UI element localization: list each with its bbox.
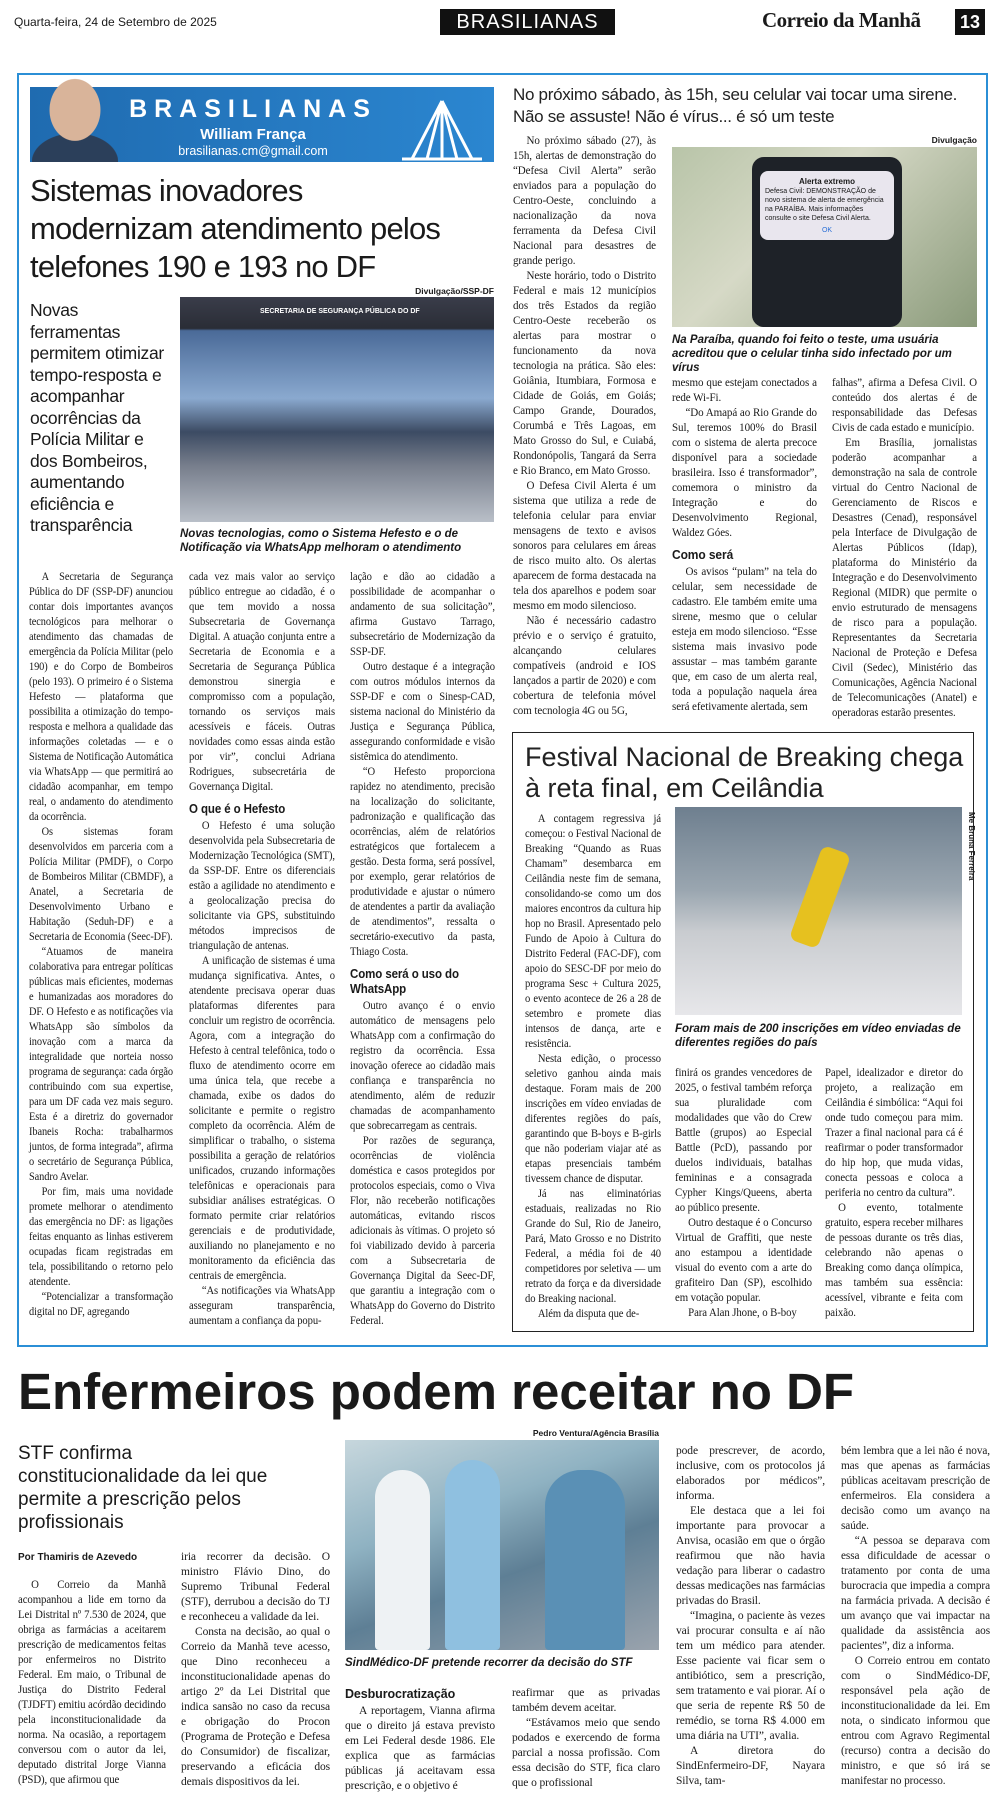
paragraph: Consta na decisão, ao qual o Correio da Manhã teve acesso, que Dino reconheceu a inconstitucionalidade apenas do artigo 2º da Lei Distrital que indica sansão no caso da recusa e obrigação do Procon (Programa de Proteção e Defesa do Consumidor) de fiscalizar, preservando a eficácia dos demais dispositivos da lei. <box>181 1626 330 1788</box>
paragraph: pode prescrever, de acordo, inclusive, com os protocolos já elaborados por médicos”, informa. <box>676 1445 825 1502</box>
paragraph: “Do Amapá ao Rio Grande do Sul, teremos 100% do Brasil com o sistema de alerta precoce disponível para a sociedade brasileira. Isso é transformador”, comemora o ministro da Integração e do Desenvolvimento Regional, Waldez Góes. <box>672 407 817 539</box>
paragraph: Papel, idealizador e diretor do projeto, a realização em Ceilândia é simbólica: “Aqui foi onde tudo começou para mim. Trazer a final nacional para cá é reafirmar o poder transformador do hip hop, que muda vidas, conecta pessoas e coloca a periferia no centro da cultura”. <box>825 1067 963 1199</box>
paragraph: iria recorrer da decisão. O ministro Flávio Dino, do Supremo Tribunal Federal (STF), derrubou a decisão do TJ e reconheceu a validade da lei. <box>181 1551 330 1623</box>
paragraph: A diretora do SindEnfermeiro-DF, Nayara Silva, tam- <box>676 1745 825 1787</box>
main-col-2 <box>189 570 335 1342</box>
paragraph: O Defesa Civil Alerta é um sistema que utiliza a rede de telefonia celular para enviar mensagens de texto e avisos sonoros para celulares em áreas de risco muito alto. Os alertas aparecem de forma destacada na tela dos aparelhos e podem soar mesmo em modo silencioso. <box>513 480 656 612</box>
paragraph: A reportagem, Vianna afirma que o direito já estava previsto em Lei Federal desde 1986. Ele explica que as farmácias públicas já aceitavam essa prescrição, e o objetivo é <box>345 1705 495 1792</box>
alert-title: Alerta extremo <box>798 177 856 186</box>
byline: Por Thamiris de Azevedo <box>18 1552 138 1563</box>
paragraph: reafirmar que as privadas também devem aceitar. <box>512 1687 660 1714</box>
main-col-1 <box>29 570 173 1342</box>
author-photo <box>32 78 118 162</box>
phone-alert-photo <box>672 147 977 327</box>
festival-col-3 <box>825 1066 963 1326</box>
paragraph: O evento, totalmente gratuito, espera receber milhares de pessoas durante os três dias, celebrando não apenas o Breaking como dança olímpica, mas também sua essência: acessível, vibrante e feita com paixão. <box>825 1202 963 1319</box>
alert-col-1 <box>513 134 656 722</box>
paragraph: O Correio entrou em contato com o SindMédico-DF, responsável pela ação de inconstitucionalidade da lei. Em nota, o sindicato informou que entrou com Agravo Regimental (recurso) contra a decisão do ministro, e que só irá se manifestar no processo. <box>841 1655 990 1787</box>
column-banner <box>30 87 494 162</box>
paragraph: A unificação de sistemas é uma mudança significativa. Antes, o atendente precisava operar duas plataformas diferentes para concluir um registro de ocorrência. Agora, com a integração do Hefesto à central telefônica, todo o fluxo de atendimento ocorre em uma única tela, que recebe a chamada, exibe os dados do solicitante e permite o registro completo da ocorrência. Além de simplificar o trabalho, o sistema possibilita a geração de relatórios unificados, cruzando informações telefônicas e operacionais para subsidiar análises estratégicas. O formato permite criar relatórios gerenciais e de produtividade, auxiliando no planejamento e no monitoramento da eficiência das centrais de emergência. <box>189 955 335 1282</box>
paragraph: Não é necessário cadastro prévio e o serviço é gratuito, alcançando celulares compatíveis (android e IOS lançados a partir de 2020) e com cobertura de telefonia móvel com tecnologia 4G ou 5G, <box>513 615 656 717</box>
paragraph: Ele destaca que a lei foi importante para provocar a Anvisa, ocasião em que o órgão reafirmou que não havia vedação para liberar o cadastro dessas medicações nas farmácias privadas do Brasil. <box>676 1505 825 1607</box>
main-photo-caption: Novas tecnologias, como o Sistema Hefesto e o de Notificação via WhatsApp melhoram o atendimento <box>180 528 462 554</box>
alert-text: Defesa Civil: DEMONSTRAÇÃO de novo sistema de alerta de emergência na PARAÍBA. Mais informações consulte o site Defesa Civil Alerta. <box>765 188 884 222</box>
paragraph: Os avisos “pulam” na tela do celular, sem necessidade de cadastro. Ele também emite uma sirene, mesmo que o celular esteja em modo silencioso. “Esse sistema mais invasivo pode assustar – mas também garante que, em caso de um alerta real, toda a população naquela área será efetivamente alertada, sem <box>672 566 817 713</box>
issue-date: Quarta-feira, 24 de Setembro de 2025 <box>14 15 217 29</box>
breaking-photo <box>675 807 962 1015</box>
section-label: BRASILIANAS <box>440 9 615 35</box>
paragraph: finirá os grandes vencedores de 2025, o festival também reforça sua pluralidade com modalidades que vão do Crew Battle (grupos) ao Especial Battle (PcD), passando por duelos individuais, batalhas femininas e a consagrada Cypher Kings/Queens, aberta ao público presente. <box>675 1067 812 1214</box>
photo-credit: Divulgação/SSP-DF <box>415 286 494 296</box>
nurses-photo-caption: SindMédico-DF pretende recorrer da decisão do STF <box>345 1657 633 1669</box>
nurses-col-2 <box>181 1550 330 1794</box>
banner-title: BRASILIANAS <box>129 95 377 123</box>
nurses-col-4 <box>512 1686 660 1794</box>
page-number: 13 <box>955 9 985 35</box>
nurse-figure <box>545 1470 625 1650</box>
paragraph: Outro destaque é a integração com outros módulos internos da SSP-DF e com o Sinesp-CAD, sistema nacional do Ministério da Justiça e Segurança Pública, assegurando conformidade e visão sistêmica do atendimento. <box>350 661 495 763</box>
nurse-figure <box>445 1460 500 1650</box>
paragraph: Os sistemas foram desenvolvidos em parceria com a Polícia Militar (PMDF), o Corpo de Bombeiros Militar (CBMDF), a Anatel, a Secretaria de Desenvolvimento Urbano e Habitação (Seduh-DF) e a Secretaria de Economia (Seec-DF). <box>29 826 173 943</box>
nurses-photo-credit: Pedro Ventura/Agência Brasília <box>532 1428 659 1438</box>
nurses-col-6 <box>841 1444 990 1794</box>
alert-col-3 <box>832 376 977 722</box>
paragraph: Em Brasília, jornalistas poderão acompanhar a demonstração na sala de controle virtual do Centro Nacional de Gerenciamento de Riscos e Desastres (Cenad), responsável pela Interface de Divulgação de Alertas Públicos (Idap), plataforma do Ministério da Integração e do Desenvolvimento Regional (MIDR) que permite o envio estruturado de mensagens de risco para a população. Representantes da Secretaria Nacional de Proteção e Defesa Civil (Sedec), Ministério das Comunicações, Agência Nacional de Telecomunicações (Anatel) e operadoras estarão presentes. <box>832 437 977 719</box>
alert-headline: No próximo sábado, às 15h, seu celular vai tocar uma sirene. Não se assuste! Não é vírus... é só um teste <box>513 85 958 126</box>
nurses-col-1 <box>18 1578 166 1794</box>
nurses-col-3 <box>345 1680 495 1794</box>
alert-photo-credit: Divulgação <box>931 135 977 145</box>
paragraph: “Potencializar a transformação digital no DF, agregando <box>29 1291 173 1318</box>
paragraph: Por razões de segurança, ocorrências de violência doméstica e casos protegidos por protocolos especiais, como o Viva Flor, não receberão notificações automáticas, evitando riscos adicionais às vítimas. O projeto só foi viabilizado devido à parceria com a Subsecretaria de Governança Digital da Seec-DF, que garantiu a integração com o WhatsApp do Governo do Distrito Federal. <box>350 1135 495 1327</box>
photo-sign: SECRETARIA DE SEGURANÇA PÚBLICA DO DF <box>260 308 420 315</box>
paragraph: bém lembra que a lei não é nova, mas que apenas as farmácias públicas aceitavam prescrição de enfermeiros. Ela considera a decisão como um avanço na saúde. <box>841 1445 990 1532</box>
festival-photo-caption: Foram mais de 200 inscrições em vídeo enviadas de diferentes regiões do país <box>675 1023 961 1049</box>
nurse-figure <box>375 1470 430 1650</box>
phone-screen <box>752 157 902 327</box>
alert-ok-button[interactable]: OK <box>821 227 833 234</box>
festival-photo-credit: Me Bruna Ferreira <box>967 812 976 881</box>
paragraph: No próximo sábado (27), às 15h, alertas de demonstração do “Defesa Civil Alerta” serão enviados para a população do Centro-Oeste, concluindo a nacionalização da nova ferramenta da Defesa Civil Nacional para desastres de grande perigo. <box>513 135 656 267</box>
paragraph: “Atuamos de maneira colaborativa para entregar políticas públicas mais eficientes, modernas e humanizadas aos moradores do DF. O Hefesto e as notificações via WhatsApp são símbolos da inovação com a marca da integralidade que norteia nosso programa de segurança: cada órgão contribuindo com sua expertise, para um DF cada vez mais seguro. Esta é a diretriz do governador Ibaneis Rocha: trabalharmos juntos, de forma integrada”, afirma o secretário de Segurança Pública, Sandro Avelar. <box>29 946 173 1183</box>
subheading: Desburocratização <box>345 1687 456 1701</box>
main-headline: Sistemas inovadores modernizam atendimento pelos telefones 190 e 193 no DF <box>30 173 441 284</box>
cathedral-icon <box>392 93 492 161</box>
nurses-deck: STF confirma constitucionalidade da lei que permite a prescrição pelos profissionais <box>18 1443 268 1533</box>
subheading: Como será o uso do WhatsApp <box>350 967 459 996</box>
paragraph: “A pessoa se deparava com essa dificuldade de acessar o tratamento por conta de uma burocracia que impedia a compra na farmácia privada. A decisão é um avanço que vai impactar na qualidade da assistência aos pacientes”, diz a informa. <box>841 1535 990 1652</box>
paragraph: A Secretaria de Segurança Pública do DF (SSP-DF) anunciou contar dois importantes avanços tecnológicos para melhorar o atendimento das chamadas de emergência da Polícia Militar (pelo 190) e do Corpo de Bombeiros (pelo 193). O primeiro é o Sistema Hefesto — plataforma que possibilita a otimização do tempo-resposta e melhora a qualidade das informações coletadas — e o Sistema de Notificação Automática via WhatsApp — que permitirá ao cidadão acompanhar, em tempo real, o andamento do atendimento da ocorrência. <box>29 571 173 823</box>
subheading: O que é o Hefesto <box>189 802 286 816</box>
paragraph: lação e dão ao cidadão a possibilidade de acompanhar o andamento de sua solicitação”, afirma Gustavo Tarrago, subsecretário de Modernização da SSP-DF. <box>350 571 495 658</box>
banner-email[interactable]: brasilianas.cm@gmail.com <box>178 144 328 158</box>
paragraph: mesmo que estejam conectados a rede Wi-Fi. <box>672 377 817 404</box>
festival-col-1 <box>525 812 661 1326</box>
paragraph: Neste horário, todo o Distrito Federal e mais 12 municípios dos três Estados da região Centro-Oeste receberão os alertas para mostrar o funcionamento da nova tecnologia na prática. São eles: Goiânia, Itumbiara, Formosa e Cidade de Goiás, em Goiás; Campo Grande, Dourados, Corumbá e Três Lagoas, em Mato Grosso do Sul, e Cuiabá, Rondonópolis, Tangará da Serra e Rio Branco, em Mato Grosso. <box>513 270 656 477</box>
paragraph: Nesta edição, o processo seletivo ganhou ainda mais destaque. Foram mais de 200 inscrições em vídeo enviadas de diferentes regiões do país, garantindo que B-boys e B-girls que não poderiam viajar até as etapas presenciais também tivessem chance de disputar. <box>525 1053 661 1185</box>
control-room-photo <box>180 297 494 522</box>
paragraph: “O Hefesto proporciona rapidez no atendimento, precisão na localização do solicitante, padronização e qualificação das ocorrências, além de relatórios estratégicos que fortalecem a gestão. Desta forma, será possível, por exemplo, gerar relatórios de produtividade e ajustar o número de atendentes a partir da avaliação de atendimentos”, ressalta o secretário-executivo da pasta, Thiago Costa. <box>350 766 495 958</box>
main-col-3 <box>350 570 495 1342</box>
paragraph: Já nas eliminatórias estaduais, realizadas no Rio Grande do Sul, Rio de Janeiro, Pará, Mato Grosso e no Distrito Federal, a média foi de 40 competidores por seletiva — um retrato da força e da diversidade do Breaking nacional. <box>525 1188 661 1305</box>
paragraph: “Imagina, o paciente às vezes vai procurar consulta e aí não tem um médico para atender. Esse paciente vai ficar sem o antibiótico, sem a prescrição, sem tratamento e vai piorar. Aí o que seria de repente R$ 50 de remédio, se torna R$ 4.000 em uma diária na UTI”, avalia. <box>676 1610 825 1742</box>
banner-author: William França <box>200 126 306 143</box>
paragraph: Outro avanço é o envio automático de mensagens pelo WhatsApp com a confirmação do registro da ocorrência. Essa inovação oferece ao cidadão mais confiança e transparência no atendimento, além de reduzir chamadas de acompanhamento que sobrecarregam as centrais. <box>350 1000 495 1132</box>
dancer <box>789 845 851 949</box>
paragraph: Por fim, mais uma novidade promete melhorar o atendimento das emergência no DF: as ligações feitas enquanto as linhas estiverem ocupadas ficam registradas em tela, possibilitando o retorno pelo atendente. <box>29 1186 173 1288</box>
nurses-photo <box>345 1440 659 1650</box>
newspaper-logo: Correio da Manhã <box>762 8 921 32</box>
paragraph: “Estávamos meio que sendo podados e exercendo de forma parcial a nossa profissão. Com essa decisão do STF, fica claro que o profissional <box>512 1717 660 1789</box>
nurses-col-5 <box>676 1444 825 1794</box>
paragraph: O Correio da Manhã acompanhou a lide em torno da Lei Distrital nº 7.530 de 2024, que obriga as farmácias a aceitarem prescrição de medicamentos feitas por enfermeiros no Distrito Federal. Em maio, o Tribunal de Justiça do Distrito Federal (TJDFT) emitiu acórdão decidindo pela inconstitucionalidade da norma. Na ocasião, a reportagem conversou com o autor da lei, deputado distrital Jorge Vianna (PSD), que afirmou que <box>18 1579 166 1786</box>
festival-col-2 <box>675 1066 812 1326</box>
paragraph: cada vez mais valor ao serviço público entregue ao cidadão, é o que tem movido a nossa Subsecretaria de Governança Digital. A atuação conjunta entre a Secretaria de Economia e a Secretaria de Segurança Pública demonstrou sinergia e compromisso com a população, tornando os serviços mais acessíveis e fáceis. Outras novidades como essas ainda estão por vir”, conclui Adriana Rodrigues, subsecretária de Governança Digital. <box>189 571 335 793</box>
paragraph: Além da disputa que de- <box>537 1308 640 1320</box>
nurses-headline: Enfermeiros podem receitar no DF <box>18 1363 855 1420</box>
main-deck: Novas ferramentas permitem otimizar tempo-resposta e acompanhar ocorrências da Polícia Militar e dos Bombeiros, aumentando eficiência e transparência <box>30 300 164 535</box>
alert-col-2 <box>672 376 817 722</box>
paragraph: A contagem regressiva já começou: o Festival Nacional de Breaking “Quando as Ruas Chamam” desembarca em Ceilândia neste fim de semana, consolidando-se como um dos maiores encontros da cultura hip hop no Brasil. Apresentado pelo Fundo de Apoio à Cultura do Distrito Federal (FAC-DF), com apoio do SESC-DF por meio do programa Sesc + Cultura 2025, o evento acontece de 26 a 28 de setembro e promete dias intensos de dança, arte e resistência. <box>525 813 661 1050</box>
paragraph: falhas”, afirma a Defesa Civil. O conteúdo dos alertas é de responsabilidade das Defesas Civis de cada estado e município. <box>832 377 977 434</box>
paragraph: Outro destaque é o Concurso Virtual de Graffiti, que neste ano estampou a identidade visual do evento com a arte do grafiteiro Dan (SP), escolhido em votação popular. <box>675 1217 812 1304</box>
paragraph: O Hefesto é uma solução desenvolvida pela Subsecretaria de Modernização Tecnológica (SMT), da SSP-DF. Entre os diferenciais estão a agilidade no atendimento e a geolocalização precisa do solicitante via GPS, substituindo métodos imprecisos de triangulação de antenas. <box>189 820 335 952</box>
paragraph: “As notificações via WhatsApp asseguram transparência, aumentam a confiança da popu- <box>189 1285 335 1327</box>
alert-photo-caption: Na Paraíba, quando foi feito o teste, uma usuária acreditou que o celular tinha sido infectado por um vírus <box>672 334 952 374</box>
subheading: Como será <box>672 548 734 562</box>
festival-headline: Festival Nacional de Breaking chega à reta final, em Ceilândia <box>525 742 964 803</box>
paragraph: Para Alan Jhone, o B-boy <box>688 1307 797 1319</box>
